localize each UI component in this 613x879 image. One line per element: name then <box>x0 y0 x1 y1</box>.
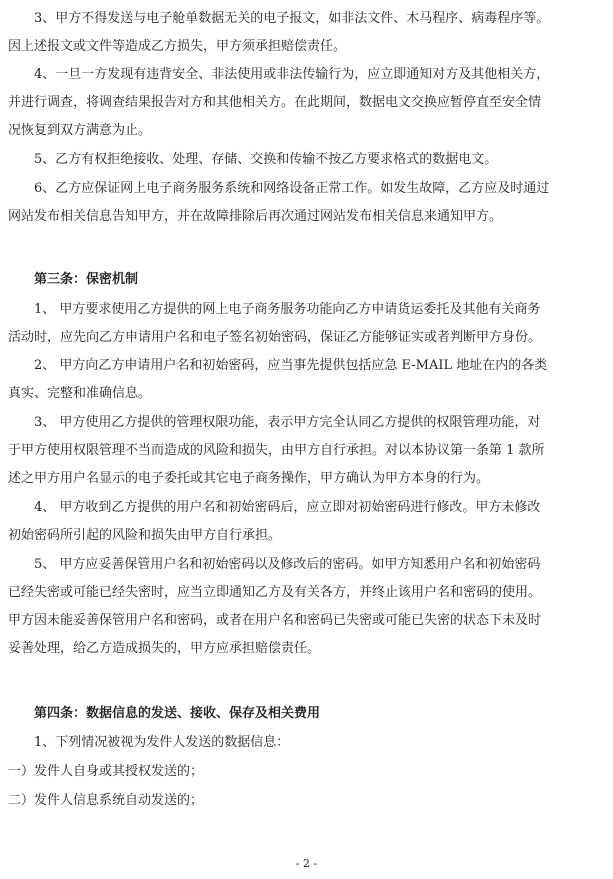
text-line: 3、 甲方使用乙方提供的管理权限功能，表示甲方完全认同乙方提供的权限管理功能，对 <box>34 415 541 430</box>
text-line: 1、下列情况被视为发件人发送的数据信息： <box>34 735 290 750</box>
text-line: 5、乙方有权拒绝接收、处理、存储、交换和传输不按乙方要求格式的数据电文。 <box>34 152 498 167</box>
text-line: 真实、完整和准确信息。 <box>8 386 152 401</box>
text-line: 因上述报文或文件等造成乙方损失，甲方须承担赔偿责任。 <box>8 39 347 54</box>
text-line: 已经失密或可能已经失密时，应当立即通知乙方及有关各方，并终止该用户名和密码的使用。 <box>8 585 542 600</box>
text-line: 况恢复到双方满意为止。 <box>8 123 152 138</box>
text-line: 妥善处理，给乙方造成损失的，甲方应承担赔偿责任。 <box>8 641 321 656</box>
section-heading: 第三条：保密机制 <box>34 272 139 287</box>
text-line: 5、 甲方应妥善保管用户名和初始密码以及修改后的密码。如甲方知悉用户名和初始密码 <box>34 557 541 572</box>
text-line: 4、 甲方收到乙方提供的用户名和初始密码后，应立即对初始密码进行修改。甲方未修改 <box>34 500 541 515</box>
text-line: 1、 甲方要求使用乙方提供的网上电子商务服务功能向乙方申请货运委托及其他有关商务 <box>34 302 541 317</box>
text-line: 3、甲方不得发送与电子舱单数据无关的电子报文，如非法文件、木马程序、病毒程序等。 <box>34 11 550 26</box>
section-heading: 第四条：数据信息的发送、接收、保存及相关费用 <box>34 706 321 721</box>
text-line: 于甲方使用权限管理不当而造成的风险和损失，由甲方自行承担。对以本协议第一条第 1 款所 <box>8 443 545 458</box>
text-line: 2、 甲方向乙方申请用户名和初始密码，应当事先提供包括应急 E-MAIL 地址在内的各类 <box>34 358 548 373</box>
text-line: 并进行调查，将调查结果报告对方和其他相关方。在此期间，数据电文交换应暂停直至安全情 <box>8 95 542 110</box>
text-line: 4、一旦一方发现有违背安全、非法使用或非法传输行为，应立即通知对方及其他相关方， <box>34 67 550 82</box>
page-number: - 2 - <box>295 857 318 870</box>
text-line: 活动时，应先向乙方申请用户名和电子签名初始密码，保证乙方能够证实或者判断甲方身份。 <box>8 330 542 345</box>
text-line: 网站发布相关信息告知甲方，并在故障排除后再次通过网站发布相关信息来通知甲方。 <box>8 209 503 224</box>
text-line: 二）发件人信息系统自动发送的； <box>8 793 204 808</box>
text-line: 初始密码所引起的风险和损失由甲方自行承担。 <box>8 528 282 543</box>
text-line: 6、乙方应保证网上电子商务服务系统和网络设备正常工作。如发生故障，乙方应及时通过 <box>34 181 550 196</box>
text-line: 述之甲方用户名显示的电子委托或其它电子商务操作，甲方确认为甲方本身的行为。 <box>8 471 490 486</box>
text-line: 甲方因未能妥善保管用户名和密码，或者在用户名和密码已失密或可能已失密的状态下未及时 <box>8 613 542 628</box>
text-line: 一）发件人自身或其授权发送的； <box>8 764 204 779</box>
